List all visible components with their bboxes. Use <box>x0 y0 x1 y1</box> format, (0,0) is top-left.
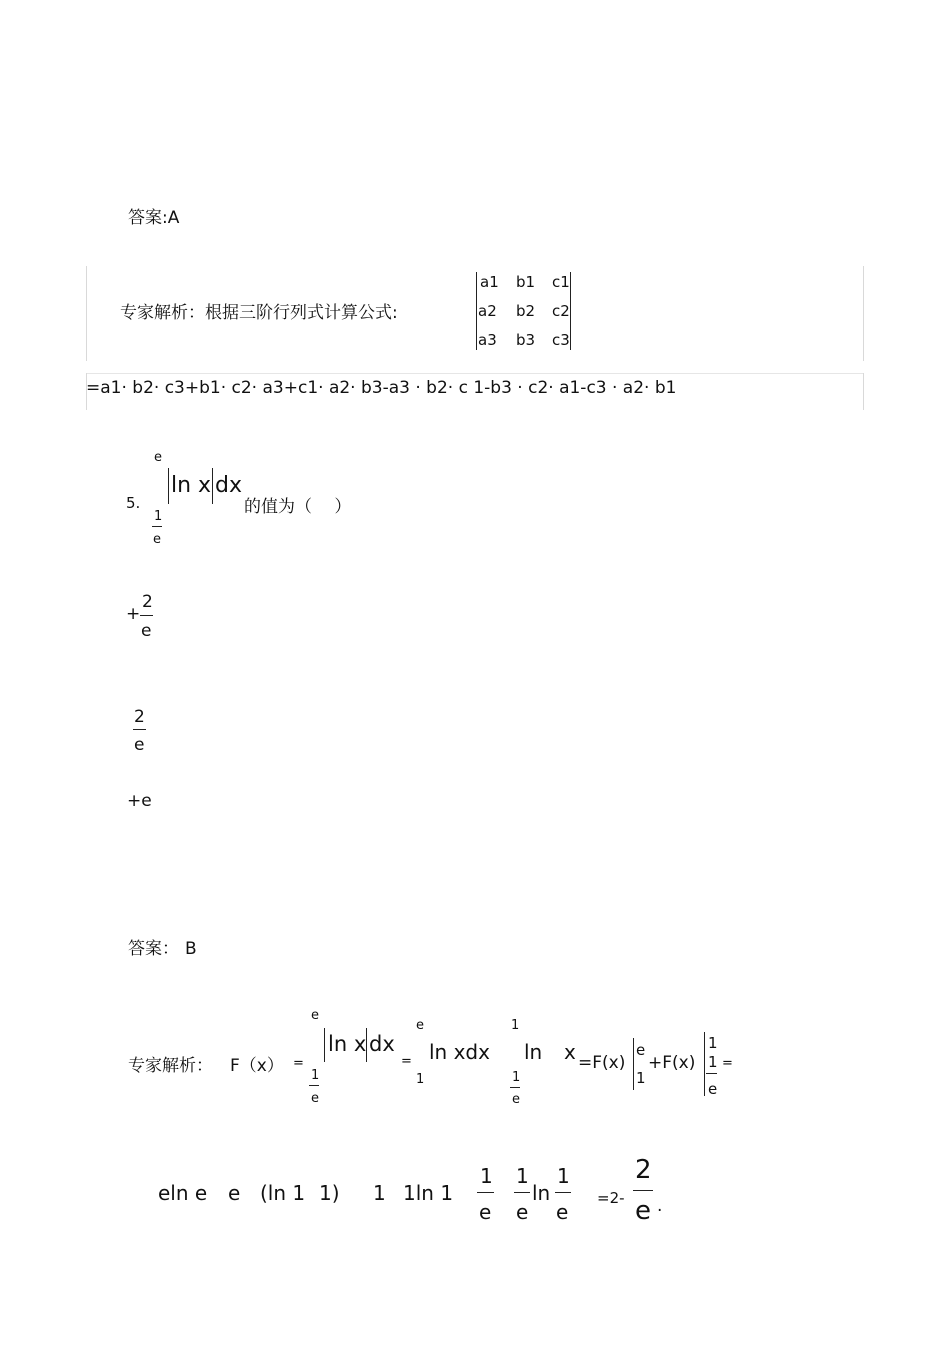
lower-limit-numerator: 1 <box>154 509 163 524</box>
eval1-top: e <box>636 1041 646 1059</box>
answer-value: B <box>185 939 197 959</box>
eval2-top: 1 <box>708 1034 718 1052</box>
option-a-numerator: 2 <box>142 592 153 612</box>
integral2-lower: 1 <box>416 1072 425 1087</box>
integral-upper-limit: e <box>154 450 162 465</box>
function-f: F（x） <box>230 1056 284 1076</box>
integral1-lower-num: 1 <box>311 1068 320 1083</box>
answer-value: :A <box>162 208 180 228</box>
equals-sign-2: = <box>401 1054 412 1069</box>
fraction2-denominator: e <box>516 1200 529 1224</box>
integral1-lower-den: e <box>311 1091 319 1106</box>
integral1-body: ln x <box>328 1032 367 1056</box>
integrand: ln x <box>171 473 212 498</box>
matrix-cell: c3 <box>552 331 570 349</box>
final-ln: ln <box>532 1181 551 1205</box>
integral3-lower-num: 1 <box>512 1070 521 1085</box>
final-part-6: 1ln 1 <box>403 1181 454 1205</box>
final-part-5: 1 <box>373 1181 386 1205</box>
option-a-denominator: e <box>141 621 152 641</box>
fx-eval-2: +F(x) <box>648 1053 696 1073</box>
fraction2-numerator: 1 <box>516 1164 529 1188</box>
eval2-mid: 1 <box>708 1053 718 1071</box>
lower-limit-denominator: e <box>153 532 161 547</box>
answer-line-2 <box>128 934 197 959</box>
question-number: 5. <box>126 494 141 512</box>
answer-label: 答案： <box>128 939 179 959</box>
final-part-1: eln e <box>158 1181 208 1205</box>
fx-eval-1: =F(x) <box>578 1053 626 1073</box>
eval2-bottom: e <box>708 1080 718 1098</box>
final-part-4: 1) <box>319 1181 340 1205</box>
integral3-lower-den: e <box>512 1092 520 1107</box>
answer-label: 答案 <box>128 208 162 228</box>
fraction3-denominator: e <box>556 1200 569 1224</box>
matrix-cell: a3 <box>478 331 497 349</box>
question-suffix: 的值为（ ） <box>244 497 352 517</box>
final-dot: . <box>657 1196 663 1216</box>
integral1-dx: dx <box>369 1032 395 1056</box>
final-part-2: e <box>228 1181 241 1205</box>
integral-dx: dx <box>215 473 242 498</box>
matrix-cell: b1 <box>516 273 536 291</box>
fraction3-numerator: 1 <box>557 1164 570 1188</box>
integral3-x: x <box>564 1040 576 1064</box>
final-result: =2- <box>597 1189 625 1207</box>
fraction1-denominator: e <box>479 1200 492 1224</box>
integral2-upper: e <box>416 1018 424 1033</box>
equals-sign: = <box>293 1056 304 1071</box>
option-b-numerator: 2 <box>134 707 145 727</box>
final-part-3: (ln 1 <box>260 1181 306 1205</box>
matrix-cell: b3 <box>516 331 536 349</box>
matrix-cell: b2 <box>516 302 536 320</box>
matrix-cell: c2 <box>552 302 570 320</box>
determinant-formula: =a1· b2· c3+b1· c2· a3+c1· a2· b3-a3 · b2· c 1-b3 · c2· a1-c3 · a2· b1 <box>86 378 677 398</box>
fraction4-denominator: e <box>635 1196 651 1226</box>
fraction1-numerator: 1 <box>480 1164 493 1188</box>
eval1-bottom: 1 <box>636 1069 646 1087</box>
analysis-label-2: 专家解析： <box>128 1056 213 1076</box>
integral3-body: ln <box>524 1040 543 1064</box>
answer-line-1 <box>128 203 179 228</box>
matrix-cell: c1 <box>552 273 570 291</box>
option-a-plus: + <box>126 604 141 624</box>
matrix-cell: a2 <box>478 302 497 320</box>
matrix-cell: a1 <box>480 273 499 291</box>
equals-sign-3: = <box>722 1056 733 1071</box>
integral2-body: ln xdx <box>429 1040 490 1064</box>
option-b-denominator: e <box>134 735 145 755</box>
integral3-upper: 1 <box>511 1018 520 1033</box>
fraction4-numerator: 2 <box>635 1155 652 1185</box>
option-c: +e <box>127 791 152 811</box>
integral1-upper: e <box>311 1008 319 1023</box>
analysis-label-1: 专家解析：根据三阶行列式计算公式: <box>120 303 398 323</box>
